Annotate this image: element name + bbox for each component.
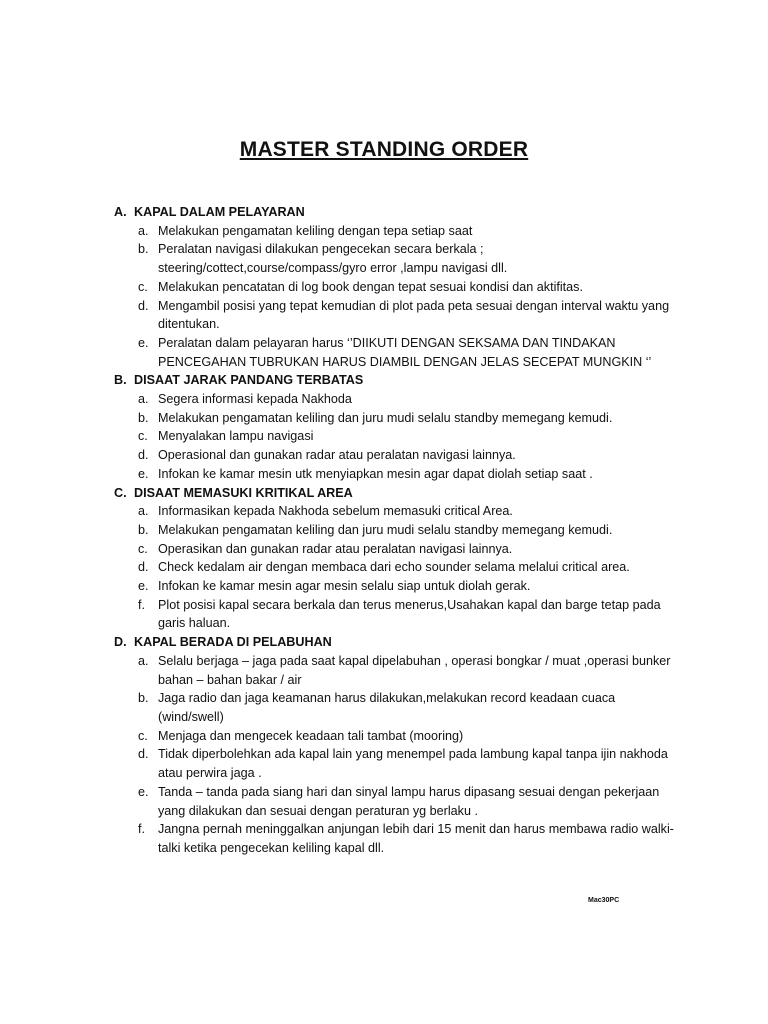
section-heading: KAPAL BERADA DI PELABUHAN — [134, 635, 332, 650]
list-item — [114, 820, 684, 857]
list-item-text: Menjaga dan mengecek keadaan tali tambat (mooring) — [158, 728, 464, 743]
section-letter: D. — [114, 635, 127, 650]
list-item — [114, 689, 684, 726]
section — [114, 484, 684, 503]
list-item-letter: c. — [138, 728, 148, 743]
list-item-letter: a. — [138, 392, 149, 407]
list-item — [114, 278, 684, 297]
list-item-letter: d. — [138, 298, 149, 313]
list-item-letter: e. — [138, 579, 149, 594]
list-item-letter: a. — [138, 653, 149, 668]
list-item-text: Peralatan dalam pelayaran harus ‘’DIIKUTI DENGAN SEKSAMA DAN TINDAKAN PENCEGAHAN TUBRUKAN HARUS DIAMBIL DENGAN JELAS SECEPAT MUNGKIN ‘’ — [158, 335, 652, 369]
section-letter: C. — [114, 485, 127, 500]
list-item-text: Operasional dan gunakan radar atau peralatan navigasi lainnya. — [158, 448, 516, 463]
footer-mark: Mac30PC — [588, 897, 620, 904]
list-item-text: Mengambil posisi yang tepat kemudian di plot pada peta sesuai dengan interval waktu yang ditentukan. — [158, 298, 670, 332]
list-item — [114, 596, 684, 633]
list-item — [114, 240, 684, 277]
list-item-letter: a. — [138, 223, 149, 238]
list-item — [114, 540, 684, 559]
section-letter: A. — [114, 205, 127, 219]
section-heading: DISAAT JARAK PANDANG TERBATAS — [134, 373, 364, 388]
section-items — [114, 652, 684, 858]
list-item-text: Melakukan pencatatan di log book dengan tepat sesuai kondisi dan aktifitas. — [158, 279, 583, 294]
list-item-text: Operasikan dan gunakan radar atau peralatan navigasi lainnya. — [158, 541, 513, 556]
list-item-letter: e. — [138, 466, 149, 481]
list-item-text: Tidak diperbolehkan ada kapal lain yang menempel pada lambung kapal tanpa ijin nakhoda atau perwira jaga . — [158, 747, 668, 781]
list-item-letter: e. — [138, 784, 149, 799]
list-item-letter: a. — [138, 504, 149, 519]
list-item-letter: b. — [138, 242, 149, 257]
list-item-letter: d. — [138, 448, 149, 463]
list-item-letter: e. — [138, 335, 149, 350]
list-item-text: Melakukan pengamatan keliling dan juru mudi selalu standby memegang kemudi. — [158, 522, 613, 537]
list-item-text: Tanda – tanda pada siang hari dan sinyal lampu harus dipasang sesuai dengan pekerjaan yang dilakukan dan sesuai dengan peraturan yg berlaku . — [158, 784, 660, 818]
document-title: MASTER STANDING ORDER — [239, 138, 529, 161]
list-item-text: Infokan ke kamar mesin utk menyiapkan mesin agar dapat diolah setiap saat . — [158, 466, 593, 481]
list-item — [114, 783, 684, 820]
list-item-text: Check kedalam air dengan membaca dari echo sounder selama melalui critical area. — [158, 560, 630, 575]
section-items — [114, 502, 684, 633]
list-item-letter: b. — [138, 522, 149, 537]
list-item-letter: f. — [138, 822, 145, 837]
list-item-text: Selalu berjaga – jaga pada saat kapal dipelabuhan , operasi bongkar / muat ,operasi bunker bahan – bahan bakar / air — [158, 653, 671, 687]
list-item-letter: f. — [138, 597, 145, 612]
list-item — [114, 502, 684, 521]
list-item — [114, 334, 684, 371]
section-items — [114, 390, 684, 484]
list-item-text: Melakukan pengamatan keliling dengan tepa setiap saat — [158, 223, 473, 238]
list-item — [114, 427, 684, 446]
section-heading: DISAAT MEMASUKI KRITIKAL AREA — [134, 485, 353, 500]
list-item — [114, 297, 684, 334]
list-item — [114, 577, 684, 596]
section-items — [114, 222, 684, 372]
list-item-text: Jangna pernah meninggalkan anjungan lebih dari 15 menit dan harus membawa radio walki-talki ketika pengecekan keliling kapal dll. — [158, 822, 674, 855]
list-item-text: Peralatan navigasi dilakukan pengecekan secara berkala ; steering/cottect,course/compass/gyro error ,lampu navigasi dll. — [158, 242, 508, 276]
list-item — [114, 558, 684, 577]
list-item — [114, 390, 684, 409]
list-item — [114, 446, 684, 465]
section — [114, 203, 684, 222]
section — [114, 371, 684, 390]
list-item-text: Melakukan pengamatan keliling dan juru mudi selalu standby memegang kemudi. — [158, 410, 613, 425]
list-item-letter: d. — [138, 747, 149, 762]
list-item-letter: c. — [138, 279, 148, 294]
document-body — [114, 203, 684, 858]
list-item-letter: b. — [138, 691, 149, 706]
list-item — [114, 745, 684, 782]
list-item — [114, 652, 684, 689]
list-item-letter: c. — [138, 429, 148, 444]
list-item — [114, 222, 684, 241]
list-item-text: Infokan ke kamar mesin agar mesin selalu siap untuk diolah gerak. — [158, 579, 531, 594]
list-item-letter: c. — [138, 541, 148, 556]
list-item — [114, 521, 684, 540]
list-item-text: Segera informasi kepada Nakhoda — [158, 392, 352, 407]
list-item-letter: d. — [138, 560, 149, 575]
section-letter: B. — [114, 373, 127, 388]
list-item-text: Plot posisi kapal secara berkala dan terus menerus,Usahakan kapal dan barge tetap pada garis haluan. — [158, 597, 661, 631]
list-item — [114, 465, 684, 484]
list-item-text: Menyalakan lampu navigasi — [158, 429, 314, 444]
list-item-text: Informasikan kepada Nakhoda sebelum memasuki critical Area. — [158, 504, 513, 519]
list-item — [114, 727, 684, 746]
list-item-letter: b. — [138, 410, 149, 425]
section-heading: KAPAL DALAM PELAYARAN — [134, 205, 305, 219]
list-item — [114, 409, 684, 428]
section — [114, 633, 684, 652]
list-item-text: Jaga radio dan jaga keamanan harus dilakukan,melakukan record keadaan cuaca (wind/swell) — [158, 691, 616, 724]
